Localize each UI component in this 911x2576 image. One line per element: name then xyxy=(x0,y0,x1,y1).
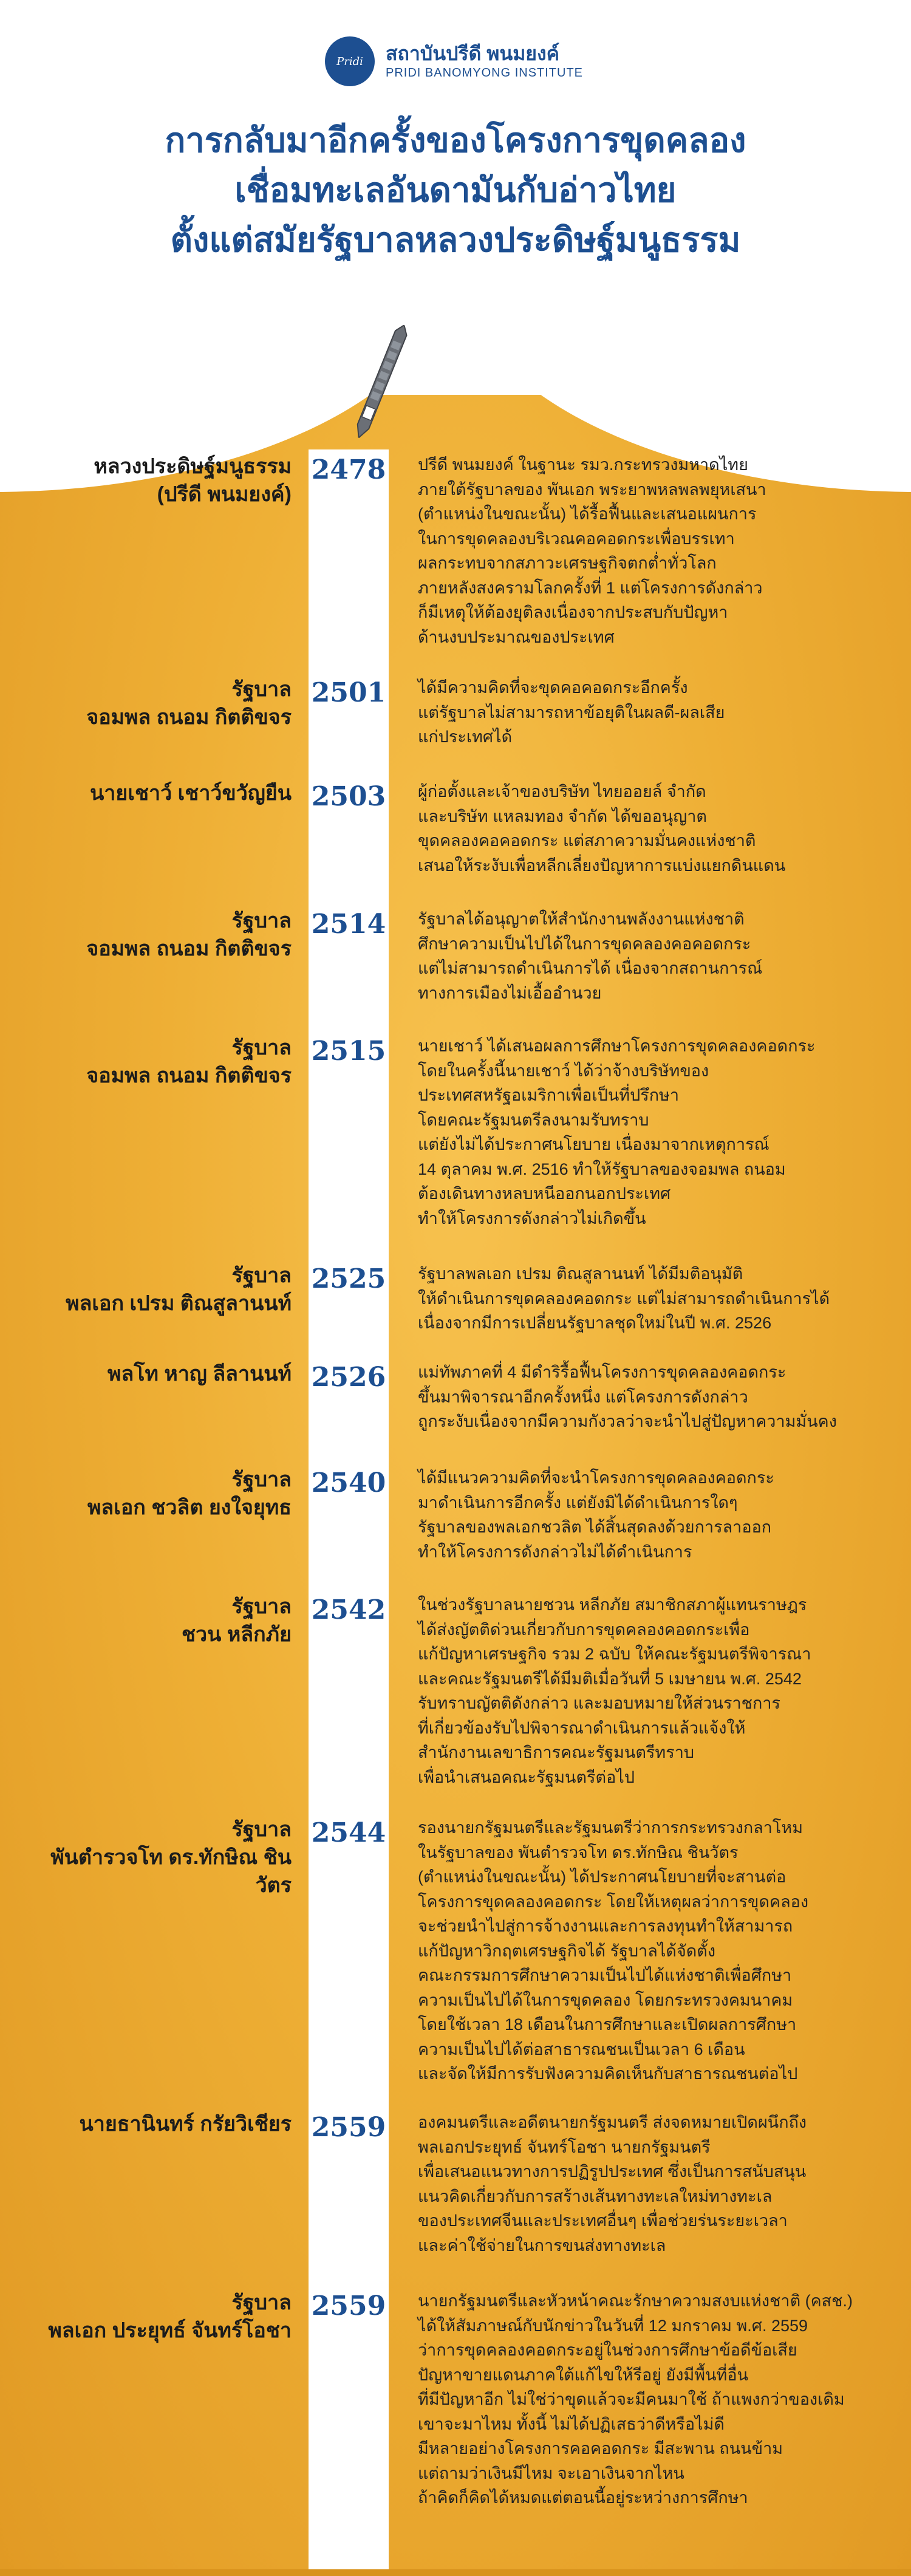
entry-description-line: ผลกระทบจากสภาวะเศรษฐกิจตกต่ำทั่วโลก xyxy=(418,554,717,572)
entry-government xyxy=(24,1262,292,1317)
entry-description-line: รัฐบาลได้อนุญาตให้สำนักงานพลังงานแห่งชาติ xyxy=(418,910,745,928)
entry-description-line: แนวคิดเกี่ยวกับการสร้างเส้นทางทะเลใหม่ทางทะเล xyxy=(418,2187,773,2205)
title-line-1: การกลับมาอีกครั้งของโครงการขุดคลอง xyxy=(165,121,746,159)
entry-description-line: ให้ดำเนินการขุดคลองคอดกระ แต่ไม่สามารถดำเนินการได้ xyxy=(418,1289,830,1308)
entry-description-line: เพื่อนำเสนอคณะรัฐมนตรีต่อไป xyxy=(418,1768,635,1786)
entry-description-line: โดยในครั้งนี้นายเชาว์ ได้ว่าจ้างบริษัทของ xyxy=(418,1061,709,1080)
entry-description-line: (ตำแหน่งในขณะนั้น) ได้รื้อฟื้นและเสนอแผนการ xyxy=(418,505,757,523)
entry-description-line: ปัญหาขายแดนภาคใต้แก้ไขให้รีอยู่ ยังมีพื้นที่อื่น xyxy=(418,2365,749,2384)
entry-government-line: รัฐบาล xyxy=(231,1595,292,1618)
entry-government xyxy=(24,907,292,963)
title-line-3: ตั้งแต่สมัยรัฐบาลหลวงประดิษฐ์มนูธรรม xyxy=(170,220,741,259)
entry-description xyxy=(418,1262,892,1336)
entry-description-line: ได้ส่งญัตติด่วนเกี่ยวกับการขุดคลองคอดกระเพื่อ xyxy=(418,1620,750,1639)
entry-description xyxy=(418,675,892,750)
entry-description-line: ทำให้โครงการดังกล่าวไม่ได้ดำเนินการ xyxy=(418,1542,692,1561)
entry-description-line: 14 ตุลาคม พ.ศ. 2516 ทำให้รัฐบาลของจอมพล ถนอม xyxy=(418,1160,786,1178)
entry-government-line: รัฐบาล xyxy=(231,909,292,932)
entry-government-line: พลโท หาญ ลีลานนท์ xyxy=(107,1362,292,1385)
entry-description-line: ต้องเดินทางหลบหนีออกนอกประเทศ xyxy=(418,1184,671,1203)
entry-description-line: และจัดให้มีการรับฟังความคิดเห็นกับสาธารณชนต่อไป xyxy=(418,2065,798,2083)
entry-description-line: แก้ปัญหาวิกฤตเศรษฐกิจได้ รัฐบาลได้จัดตั้ง xyxy=(418,1941,716,1960)
entry-government xyxy=(24,1466,292,1522)
entry-description-line: สำนักงานเลขาธิการคณะรัฐมนตรีทราบ xyxy=(418,1743,695,1761)
logo-text xyxy=(386,42,583,81)
entry-description-line: ศึกษาความเป็นไปได้ในการขุดคลองคอคอดกระ xyxy=(418,934,751,953)
entry-description-line: คณะกรรมการศึกษาความเป็นไปได้แห่งชาติเพื่อศึกษา xyxy=(418,1966,792,1984)
entry-year: 2514 xyxy=(311,909,386,940)
logo-emblem: Pridi xyxy=(325,36,375,86)
entry-government-line: พลเอก เปรม ติณสูลานนท์ xyxy=(66,1292,292,1315)
entry-description-line: ก็มีเหตุให้ต้องยุติลงเนื่องจากประสบกับปัญหา xyxy=(418,603,728,621)
entry-government xyxy=(24,779,292,807)
entry-description-line: รับทราบญัตติดังกล่าว และมอบหมายให้ส่วนราชการ xyxy=(418,1694,781,1712)
entry-government-line: พลเอก ประยุทธ์ จันทร์โอชา xyxy=(48,2319,292,2342)
entry-government-line: นายธานินทร์ กรัยวิเชียร xyxy=(79,2113,292,2136)
entry-year: 2503 xyxy=(311,781,386,812)
entry-description xyxy=(418,779,892,878)
entry-description-line: ในช่วงรัฐบาลนายชวน หลีกภัย สมาชิกสภาผู้แทนราษฎร xyxy=(418,1596,807,1614)
entry-description-line: จะช่วยนำไปสู่การจ้างงานและการลงทุนทำให้สามารถ xyxy=(418,1917,793,1935)
entry-year: 2559 xyxy=(311,2112,386,2143)
entry-government xyxy=(24,1816,292,1899)
entry-description-line: ความเป็นไปได้ต่อสาธารณชนเป็นเวลา 6 เดือน xyxy=(418,2040,745,2058)
entry-year: 2559 xyxy=(311,2291,386,2321)
entry-government xyxy=(24,453,292,508)
entry-government-line: พลเอก ชวลิต ยงใจยุทธ xyxy=(87,1496,292,1519)
entry-year: 2544 xyxy=(311,1817,386,1848)
title-line-2: เชื่อมทะเลอันดามันกับอ่าวไทย xyxy=(234,171,677,209)
entry-government-line: นายเชาว์ เชาว์ขวัญยืน xyxy=(90,782,292,805)
entry-description xyxy=(418,2110,892,2258)
footer-strip xyxy=(0,2569,911,2576)
entry-description-line: ภายใต้รัฐบาลของ พันเอก พระยาพหลพลพยุหเสนา xyxy=(418,480,766,499)
entry-description-line: ในรัฐบาลของ พันตำรวจโท ดร.ทักษิณ ชินวัตร xyxy=(418,1843,739,1862)
entry-description-line: มาดำเนินการอีกครั้ง แต่ยังมิได้ดำเนินการใดๆ xyxy=(418,1493,738,1512)
entry-description-line: (ตำแหน่งในขณะนั้น) ได้ประกาศนโยบายที่จะสานต่อ xyxy=(418,1868,786,1886)
entry-description-line: ทำให้โครงการดังกล่าวไม่เกิดขึ้น xyxy=(418,1209,646,1228)
entry-description-line: ความเป็นไปได้ในการขุดคลอง โดยกระทรวงคมนาคม xyxy=(418,1990,793,2009)
entry-government-line: รัฐบาล xyxy=(231,678,292,701)
entry-description-line: แต่ไม่สามารถดำเนินการได้ เนื่องจากสถานการณ์ xyxy=(418,959,763,977)
entry-description-line: ขุดคลองคอคอดกระ แต่สภาความมั่นคงแห่งชาติ xyxy=(418,832,756,850)
entry-description-line: นายกรัฐมนตรีและหัวหน้าคณะรักษาความสงบแห่งชาติ (คสช.) xyxy=(418,2292,853,2310)
entry-description-line: เสนอให้ระงับเพื่อหลีกเลี่ยงปัญหาการแบ่งแยกดินแดน xyxy=(418,856,786,875)
entry-description-line: รองนายกรัฐมนตรีและรัฐมนตรีว่าการกระทรวงกลาโหม xyxy=(418,1819,803,1837)
entry-description-line: โครงการขุดคลองคอดกระ โดยให้เหตุผลว่าการขุดคลอง xyxy=(418,1892,809,1911)
entry-government xyxy=(24,1034,292,1090)
entry-government-line: จอมพล ถนอม กิตติขจร xyxy=(86,1064,292,1087)
entry-government xyxy=(24,1360,292,1388)
entry-description-line: ประเทศสหรัฐอเมริกาเพื่อเป็นที่ปรึกษา xyxy=(418,1086,680,1104)
entry-year: 2525 xyxy=(311,1263,386,1294)
entry-description-line: ได้มีแนวความคิดที่จะนำโครงการขุดคลองคอดกระ xyxy=(418,1469,774,1487)
entry-description-line: ในการขุดคลองบริเวณคอคอดกระเพื่อบรรเทา xyxy=(418,529,735,548)
entry-description-line: โดยใช้เวลา 18 เดือนในการศึกษาและเปิดผลการศึกษา xyxy=(418,2015,797,2034)
entry-description-line: องคมนตรีและอดีตนายกรัฐมนตรี ส่งจดหมายเปิดผนึกถึง xyxy=(418,2113,807,2131)
entry-government-line: หลวงประดิษฐ์มนูธรรม xyxy=(94,455,292,478)
entry-description xyxy=(418,1593,892,1789)
entry-description-line: ขึ้นมาพิจารณาอีกครั้งหนึ่ง แต่โครงการดังกล่าว xyxy=(418,1387,748,1406)
entry-description-line: รัฐบาลของพลเอกชวลิต ได้สิ้นสุดลงด้วยการลาออก xyxy=(418,1518,772,1536)
entry-government-line: รัฐบาล xyxy=(231,1818,292,1841)
entry-government-line: รัฐบาล xyxy=(231,2291,292,2314)
entry-year: 2478 xyxy=(311,454,386,485)
entry-description-line: พลเอกประยุทธ์ จันทร์โอชา นายกรัฐมนตรี xyxy=(418,2137,711,2156)
entry-description-line: เขาจะมาไหม ทั้งนี้ ไม่ได้ปฏิเสธว่าดีหรือไม่ดี xyxy=(418,2414,725,2433)
entry-description-line: โดยคณะรัฐมนตรีลงนามรับทราบ xyxy=(418,1110,649,1129)
institute-logo xyxy=(325,36,583,86)
entry-government-line: จอมพล ถนอม กิตติขจร xyxy=(86,937,292,960)
entry-description xyxy=(418,1360,892,1434)
logo-name-english: PRIDI BANOMYONG INSTITUTE xyxy=(386,66,584,80)
entry-description-line: และบริษัท แหลมทอง จำกัด ได้ขออนุญาต xyxy=(418,807,707,825)
entry-description xyxy=(418,453,892,649)
entry-description-line: ว่าการขุดคลองคอดกระอยู่ในช่วงการศึกษาข้อดีข้อเสีย xyxy=(418,2341,797,2359)
entry-description-line: แต่ถามว่าเงินมีไหม จะเอาเงินจากไหน xyxy=(418,2464,684,2482)
entry-description-line: ที่เกี่ยวข้องรับไปพิจารณาดำเนินการแล้วแจ้งให้ xyxy=(418,1718,746,1737)
entry-government-line: รัฐบาล xyxy=(231,1468,292,1491)
entry-description-line: ได้ให้สัมภาษณ์กับนักข่าวในวันที่ 12 มกราคม พ.ศ. 2559 xyxy=(418,2316,808,2335)
entry-description-line: ด้านงบประมาณของประเทศ xyxy=(418,627,615,646)
entry-year: 2542 xyxy=(311,1594,386,1625)
entry-description-line: แก้ปัญหาเศรษฐกิจ รวม 2 ฉบับ ให้คณะรัฐมนตรีพิจารณา xyxy=(418,1645,811,1663)
entry-year: 2515 xyxy=(311,1036,386,1067)
entry-year: 2540 xyxy=(311,1467,386,1498)
entry-description-line: เนื่องจากมีการเปลี่ยนรัฐบาลชุดใหม่ในปี พ.ศ. 2526 xyxy=(418,1314,772,1332)
entry-government-line: พันตำรวจโท ดร.ทักษิณ ชินวัตร xyxy=(50,1846,292,1897)
entry-description-line: ปรีดี พนมยงค์ ในฐานะ รมว.กระทรวงมหาดไทย xyxy=(418,456,748,474)
entry-description-line: และคณะรัฐมนตรีได้มีมติเมื่อวันที่ 5 เมษายน พ.ศ. 2542 xyxy=(418,1669,802,1688)
entry-description-line: ได้มีความคิดที่จะขุดคอคอดกระอีกครั้ง xyxy=(418,678,688,697)
entry-description xyxy=(418,1816,892,2086)
entry-government xyxy=(24,1593,292,1648)
entry-description-line: แม่ทัพภาคที่ 4 มีดำริรื้อฟื้นโครงการขุดคลองคอดกระ xyxy=(418,1363,786,1381)
entry-description xyxy=(418,1466,892,1564)
entry-description-line: และค่าใช้จ่ายในการขนส่งทางทะเล xyxy=(418,2236,666,2255)
entry-description xyxy=(418,1034,892,1231)
entry-government-line: รัฐบาล xyxy=(231,1264,292,1287)
timeline-bar xyxy=(309,449,389,2576)
entry-government xyxy=(24,675,292,731)
entry-description-line: ผู้ก่อตั้งและเจ้าของบริษัท ไทยออยล์ จำกัด xyxy=(418,782,706,801)
entry-description-line: ภายหลังสงครามโลกครั้งที่ 1 แต่โครงการดังกล่าว xyxy=(418,578,763,597)
entry-year: 2526 xyxy=(311,1362,386,1393)
entry-government-line: ชวน หลีกภัย xyxy=(181,1623,292,1646)
entry-description-line: ถ้าคิดก็คิดได้หมดแต่ตอนนี้อยู่ระหว่างการศึกษา xyxy=(418,2489,748,2507)
entry-description-line: รัฐบาลพลเอก เปรม ติณสูลานนท์ ได้มีมติอนุมัติ xyxy=(418,1265,743,1283)
entry-description-line: ของประเทศจีนและประเทศอื่นๆ เพื่อช่วยร่นระยะเวลา xyxy=(418,2212,788,2230)
entry-description-line: แต่รัฐบาลไม่สามารถหาข้อยุติในผลดี-ผลเสีย xyxy=(418,703,725,722)
page-title xyxy=(0,115,911,265)
logo-name-thai: สถาบันปรีดี พนมยงค์ xyxy=(386,43,560,64)
entry-description-line: นายเชาว์ ได้เสนอผลการศึกษาโครงการขุดคลองคอดกระ xyxy=(418,1037,816,1055)
entry-description-line: แต่ยังไม่ได้ประกาศนโยบาย เนื่องมาจากเหตุการณ์ xyxy=(418,1135,769,1153)
entry-government-line: (ปรีดี พนมยงค์) xyxy=(157,483,292,506)
entry-description xyxy=(418,907,892,1005)
entry-description-line: แก่ประเทศได้ xyxy=(418,728,513,746)
entry-description xyxy=(418,2289,892,2510)
entry-description-line: ถูกระงับเนื่องจากมีความกังวลว่าจะนำไปสู่ปัญหาความมั่นคง xyxy=(418,1412,837,1430)
entry-government-line: รัฐบาล xyxy=(231,1036,292,1059)
entry-government xyxy=(24,2110,292,2138)
entry-description-line: ที่มีปัญหาอีก ไม่ใช่ว่าขุดแล้วจะมีคนมาใช้ ถ้าแพงกว่าของเดิม xyxy=(418,2390,845,2408)
entry-government xyxy=(24,2289,292,2345)
entry-description-line: มีหลายอย่างโครงการคอคอดกระ มีสะพาน ถนนข้าม xyxy=(418,2439,783,2458)
entry-year: 2501 xyxy=(311,677,386,708)
entry-description-line: ทางการเมืองไม่เอื้ออำนวย xyxy=(418,983,602,1002)
entry-description-line: เพื่อเสนอแนวทางการปฏิรูปประเทศ ซึ่งเป็นการสนับสนุน xyxy=(418,2162,807,2181)
entry-government-line: จอมพล ถนอม กิตติขจร xyxy=(86,706,292,729)
